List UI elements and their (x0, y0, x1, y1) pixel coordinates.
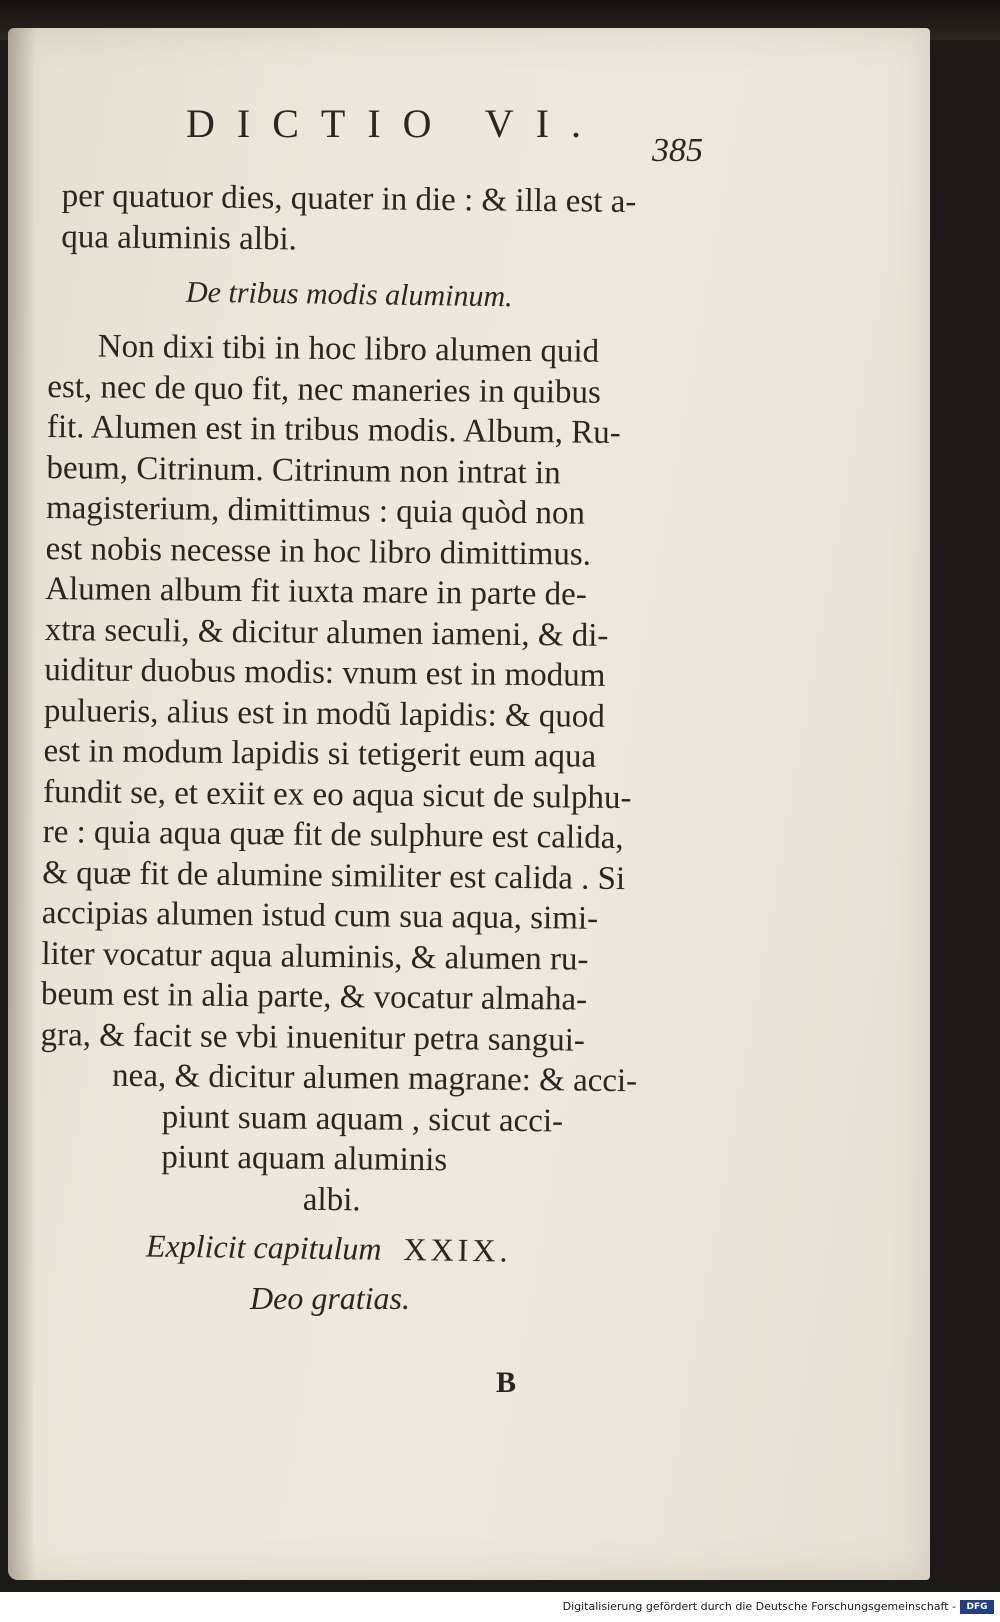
spine-shadow (8, 28, 36, 1580)
text-line: piunt aquam aluminis (161, 1139, 448, 1179)
text-line: piunt suam aquam , sicut acci- (161, 1098, 564, 1139)
text-line: est in modum lapidis si tetigerit eum aqua (43, 732, 597, 775)
text-line: xtra seculi, & dicitur alumen iameni, & di- (44, 611, 609, 654)
text-line: nea, & dicitur alumen magrane: & acci- (111, 1057, 638, 1100)
text-line: Alumen album fit iuxta mare in parte de- (45, 570, 587, 613)
text-line: Non dixi tibi in hoc libro alumen quid (97, 328, 600, 370)
text-line: & quæ fit de alumine similiter est calida . Si (42, 854, 626, 897)
page-number: 385 (652, 132, 703, 169)
footer-credit: Digitalisierung gefördert durch die Deutsche Forschungsgemeinschaft - (562, 1600, 956, 1613)
text-line: fit. Alumen est in tribus modis. Album, Ru- (46, 408, 621, 452)
section-heading: De tribus modis aluminum. (185, 275, 513, 314)
text-line: beum, Citrinum. Citrinum non intrat in (46, 449, 561, 491)
signature-mark: B (496, 1366, 517, 1399)
explicit-text: Explicit capitulum (145, 1227, 382, 1267)
text-line: uiditur duobus modis: vnum est in modum (44, 651, 606, 694)
text-line: pulueris, alius est in modũ lapidis: & quod (43, 692, 606, 735)
text-line: per quatuor dies, quater in die : & illa est a- (61, 177, 637, 221)
dfg-logo: DFG (960, 1600, 994, 1614)
text-line: liter vocatur aqua aluminis, & alumen ru- (41, 935, 589, 978)
text-line: fundit se, et exiit ex eo aqua sicut de sulphu- (42, 773, 632, 816)
text-line: qua aluminis albi. (61, 218, 298, 257)
deo-gratias: Deo gratias. (250, 1280, 410, 1316)
text-line: albi. (302, 1181, 361, 1218)
top-text-block (61, 176, 722, 264)
running-head: DICTIO VI. (186, 101, 604, 146)
explicit-line (146, 1227, 512, 1269)
main-text-block (39, 326, 708, 1224)
text-line: magisterium, dimittimus : quia quòd non (45, 489, 586, 532)
text-line: re : quia aqua quæ fit de sulphure est calida, (42, 813, 624, 857)
text-line: est nobis necesse in hoc libro dimittimus. (45, 530, 592, 573)
text-line: gra, & facit se vbi inuenitur petra sangui- (40, 1016, 586, 1059)
text-line: beum est in alia parte, & vocatur almaha- (40, 975, 588, 1018)
text-line: accipias alumen istud cum sua aqua, simi- (41, 894, 599, 937)
text-line: est, nec de quo fit, nec maneries in quibus (47, 368, 602, 411)
chapter-numeral: XXIX. (403, 1231, 512, 1269)
